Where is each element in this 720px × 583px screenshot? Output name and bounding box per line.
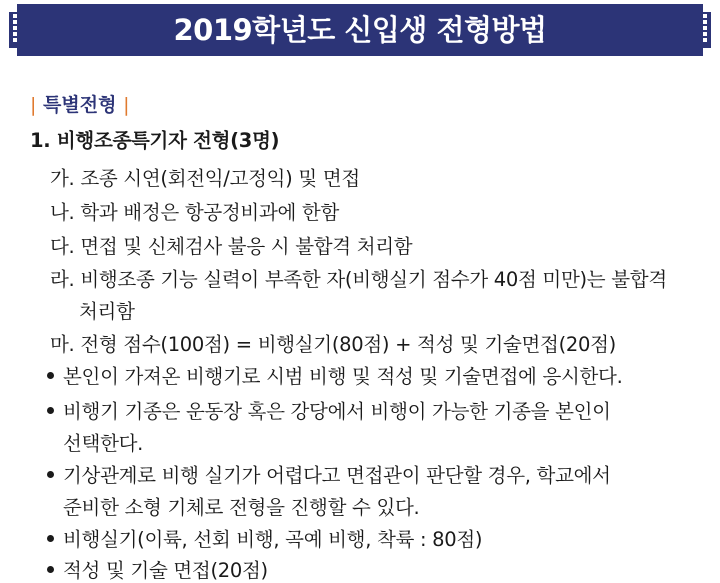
section-heading [30, 90, 129, 117]
title-banner [9, 4, 711, 56]
bullet-continuation: 준비한 소형 기체로 전형을 진행할 수 있다. [63, 496, 420, 519]
section-label: 특별전형 [43, 94, 117, 116]
section-bar-right: | [123, 94, 130, 116]
bullet-continuation: 선택한다. [63, 432, 144, 455]
page-title: 2019학년도 신입생 전형방법 [173, 13, 547, 47]
sub-item: 마. 전형 점수(100점) = 비행실기(80점) + 적성 및 기술면접(20점) [50, 333, 616, 356]
item-title: 1. 비행조종특기자 전형(3명) [30, 129, 280, 152]
bullet-item: 본인이 가져온 비행기로 시범 비행 및 적성 및 기술면접에 응시한다. [47, 361, 623, 389]
bullet-item: 적성 및 기술 면접(20점) [47, 555, 268, 583]
bullet-item: 비행기 기종은 운동장 혹은 강당에서 비행이 가능한 기종을 본인이 [47, 396, 611, 424]
section-bar-left: | [30, 94, 37, 116]
bullet-item: 기상관계로 비행 실기가 어렵다고 면접관이 판단할 경우, 학교에서 [47, 460, 611, 488]
sub-item: 다. 면접 및 신체검사 불응 시 불합격 처리함 [50, 235, 413, 258]
sub-item: 나. 학과 배정은 항공정비과에 한함 [50, 201, 340, 224]
sub-item: 라. 비행조종 기능 실력이 부족한 자(비행실기 점수가 40점 미만)는 불합격 [50, 268, 667, 291]
sub-item-continuation: 처리함 [79, 300, 135, 323]
sub-item: 가. 조종 시연(회전익/고정익) 및 면접 [50, 167, 360, 190]
bullet-item: 비행실기(이륙, 선회 비행, 곡예 비행, 착륙 : 80점) [47, 524, 482, 552]
